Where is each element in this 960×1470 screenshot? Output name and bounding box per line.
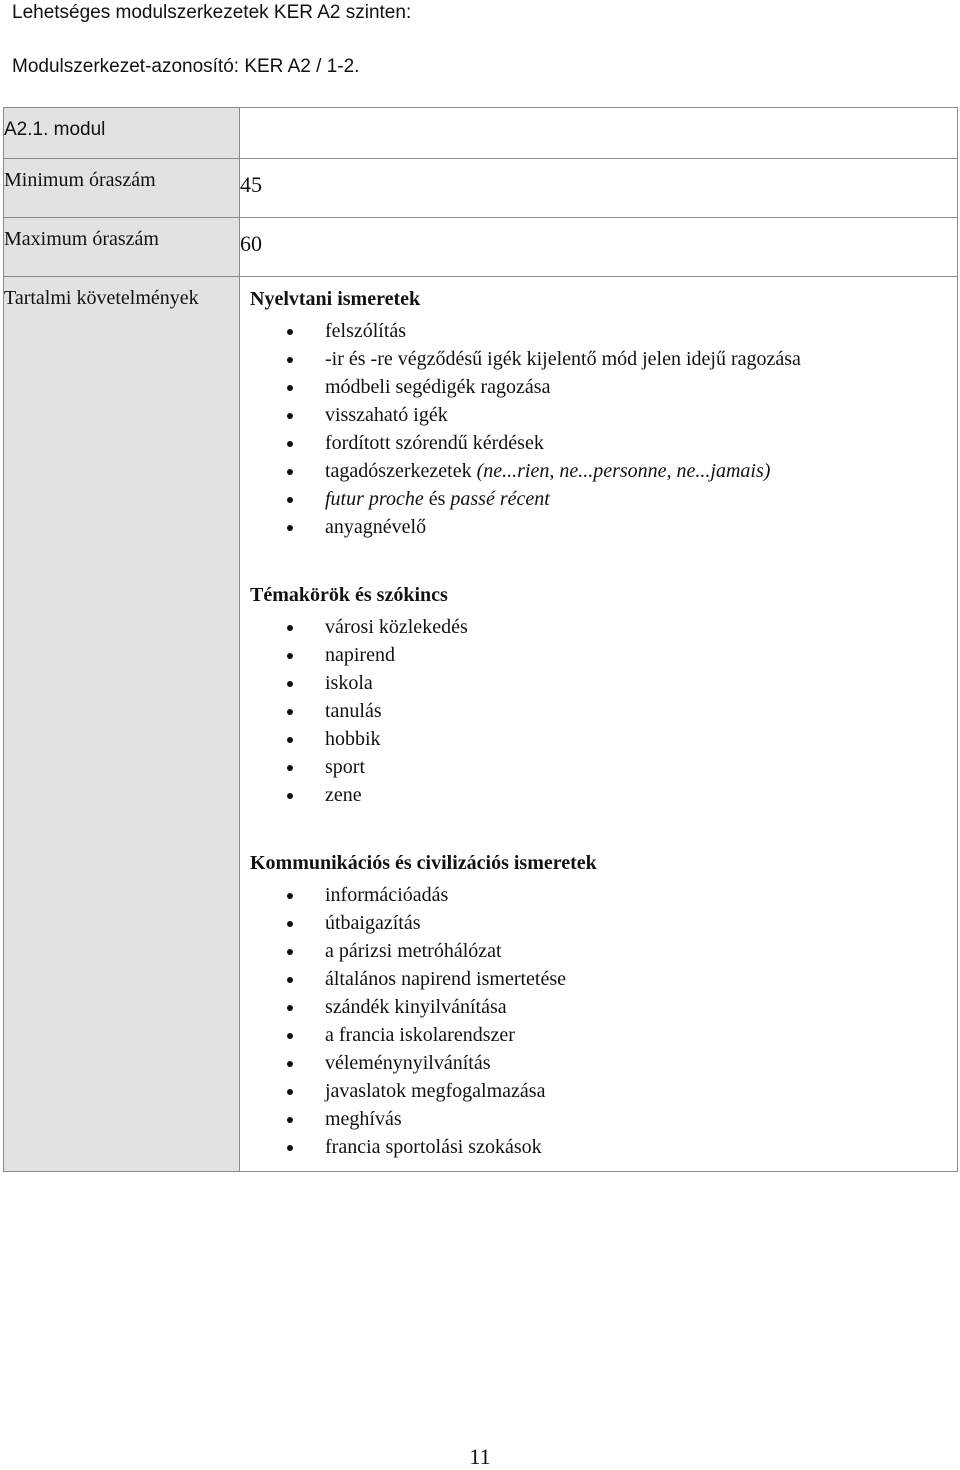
- min-hours-value: 45: [240, 159, 958, 218]
- topics-list: [250, 613, 957, 809]
- content-requirements-cell: [240, 277, 958, 1172]
- list-item: tagadószerkezetek (ne...rien, ne...personne, ne...jamais): [250, 457, 957, 485]
- list-item: felszólítás: [250, 317, 957, 345]
- list-item: városi közlekedés: [250, 613, 957, 641]
- section-title-communication: Kommunikációs és civilizációs ismeretek: [250, 852, 597, 874]
- document-heading: Lehetséges modulszerkezetek KER A2 szinten:: [12, 2, 412, 23]
- list-item: anyagnévelő: [250, 513, 957, 541]
- module-structure-id: Modulszerkezet-azonosító: KER A2 / 1-2.: [12, 56, 360, 77]
- list-item: zene: [250, 781, 957, 809]
- page-number: 11: [469, 1444, 491, 1469]
- module-table: [3, 107, 958, 1172]
- max-hours-row: [4, 218, 958, 277]
- module-title: A2.1. modul: [4, 108, 240, 159]
- list-item: véleménynyilvánítás: [250, 1049, 957, 1077]
- grammar-list: [250, 317, 957, 541]
- list-item: napirend: [250, 641, 957, 669]
- max-hours-value: 60: [240, 218, 958, 277]
- list-item: tanulás: [250, 697, 957, 725]
- content-requirements-row: [4, 277, 958, 1172]
- list-item: információadás: [250, 881, 957, 909]
- list-item: útbaigazítás: [250, 909, 957, 937]
- list-item: francia sportolási szokások: [250, 1133, 957, 1161]
- communication-list: [250, 881, 957, 1161]
- max-hours-label: Maximum óraszám: [4, 218, 240, 277]
- min-hours-row: [4, 159, 958, 218]
- section-title-topics: Témakörök és szókincs: [250, 584, 448, 606]
- list-item: a francia iskolarendszer: [250, 1021, 957, 1049]
- list-item: sport: [250, 753, 957, 781]
- list-item: fordított szórendű kérdések: [250, 429, 957, 457]
- list-item: általános napirend ismertetése: [250, 965, 957, 993]
- list-item: a párizsi metróhálózat: [250, 937, 957, 965]
- min-hours-label: Minimum óraszám: [4, 159, 240, 218]
- list-item: iskola: [250, 669, 957, 697]
- module-title-row: [4, 108, 958, 159]
- list-item: módbeli segédigék ragozása: [250, 373, 957, 401]
- list-item: szándék kinyilvánítása: [250, 993, 957, 1021]
- module-title-empty-cell: [240, 108, 958, 159]
- list-item: hobbik: [250, 725, 957, 753]
- list-item: visszaható igék: [250, 401, 957, 429]
- content-requirements-label: Tartalmi követelmények: [4, 277, 240, 1172]
- list-item: meghívás: [250, 1105, 957, 1133]
- section-title-grammar: Nyelvtani ismeretek: [250, 288, 421, 310]
- list-item: futur proche és passé récent: [250, 485, 957, 513]
- list-item: javaslatok megfogalmazása: [250, 1077, 957, 1105]
- list-item: -ir és -re végződésű igék kijelentő mód jelen idejű ragozása: [250, 345, 957, 373]
